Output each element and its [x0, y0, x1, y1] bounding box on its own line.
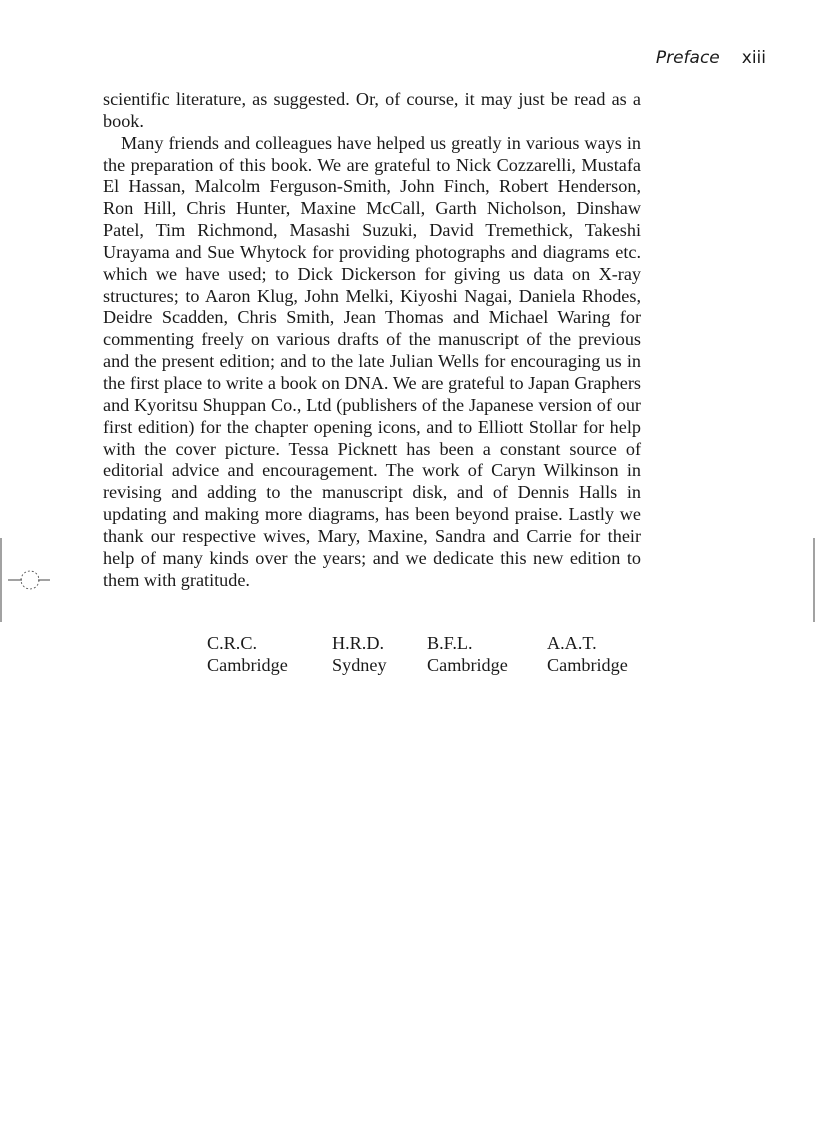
- paragraph-continued: scientific literature, as suggested. Or, of course, it may just be read as a book.: [103, 89, 641, 131]
- signature-initials: B.F.L.: [427, 633, 473, 653]
- body-text: [103, 89, 641, 591]
- signature-place: Cambridge: [427, 655, 508, 675]
- paragraph-acknowledgements: Many friends and colleagues have helped us greatly in various ways in the preparation of this book. We are grateful to Nick Cozzarelli, Mustafa El Hassan, Malcolm Ferguson-Smith, John Finch, Robert Henderson, Ron Hill, Chris Hunter, Maxine McCall, Garth Nicholson, Dinshaw Patel, Tim Richmond, Masashi Suzuki, David Tremethick, Takeshi Urayama and Sue Whytock for providing photographs and diagrams etc. which we have used; to Dick Dickerson for giving us data on X-ray structures; to Aaron Klug, John Melki, Kiyoshi Nagai, Daniela Rhodes, Deidre Scadden, Chris Smith, Jean Thomas and Michael Waring for commenting freely on various drafts of the manuscript of the previous and the present edition; and to the late Julian Wells for encouraging us in the first place to write a book on DNA. We are grateful to Japan Graphers and Kyoritsu Shuppan Co., Ltd (publishers of the Japanese version of our first edition) for the chapter opening icons, and to Elliott Stollar for help with the cover picture. Tessa Picknett has been a constant source of editorial advice and encouragement. The work of Caryn Wilkinson in revising and adding to the manuscript disk, and of Dennis Halls in updating and making more diagrams, has been beyond praise. Lastly we thank our respective wives, Mary, Maxine, Sandra and Carrie for their help of many kinds over the years; and we dedicate this new edition to them with gratitude.: [103, 132, 641, 590]
- signature-initials: H.R.D.: [332, 633, 385, 653]
- signature-block: [207, 632, 288, 676]
- signature-block: [547, 632, 628, 676]
- signature-block: [427, 632, 508, 676]
- signature-initials: A.A.T.: [547, 633, 597, 653]
- signature-place: Cambridge: [207, 655, 288, 675]
- running-head-section: Preface: [655, 48, 720, 68]
- crop-mark-right-icon: [812, 538, 816, 622]
- crop-mark-left-icon: [0, 538, 52, 622]
- running-head: [656, 48, 766, 68]
- signature-block: [332, 632, 387, 676]
- signature-initials: C.R.C.: [207, 633, 258, 653]
- page-number: xiii: [741, 48, 766, 68]
- signature-place: Sydney: [332, 655, 387, 675]
- signature-place: Cambridge: [547, 655, 628, 675]
